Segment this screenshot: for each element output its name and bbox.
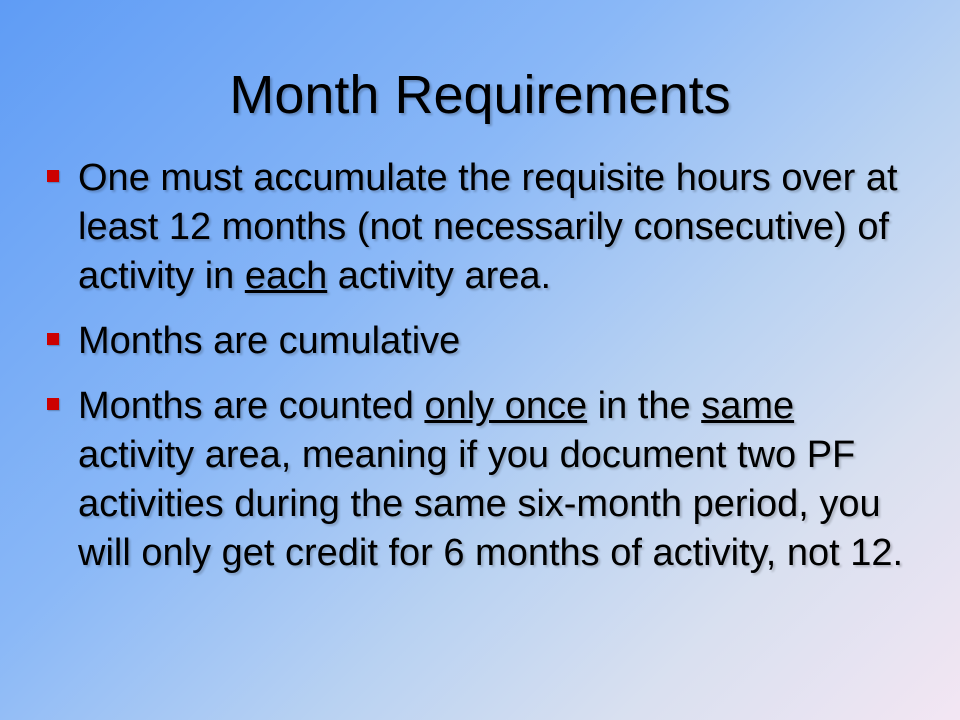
slide-title: Month Requirements — [229, 65, 731, 125]
bullet-item — [40, 382, 920, 578]
bullet-text: activity area. — [327, 255, 552, 297]
bullet-text: Months are cumulative — [78, 320, 461, 362]
underlined-text: only once — [424, 385, 588, 427]
bullet-item — [40, 317, 920, 366]
underlined-text: each — [244, 255, 328, 297]
bullet-list — [40, 154, 920, 578]
square-bullet-icon — [47, 398, 59, 410]
bullet-text: activity area, meaning if you document two PF activities during the same six-month period, you will only get credit for 6 months of activity, not 12. — [78, 434, 904, 574]
bullet-item — [40, 154, 920, 301]
square-bullet-icon — [47, 333, 59, 345]
bullet-text: One must accumulate the requisite hours over at least 12 months (not necessarily consecutive) of activity in — [78, 157, 898, 297]
bullet-text: Months are counted — [78, 385, 425, 427]
bullet-text: in the — [587, 385, 702, 427]
square-bullet-icon — [47, 170, 59, 182]
underlined-text: same — [701, 385, 795, 427]
